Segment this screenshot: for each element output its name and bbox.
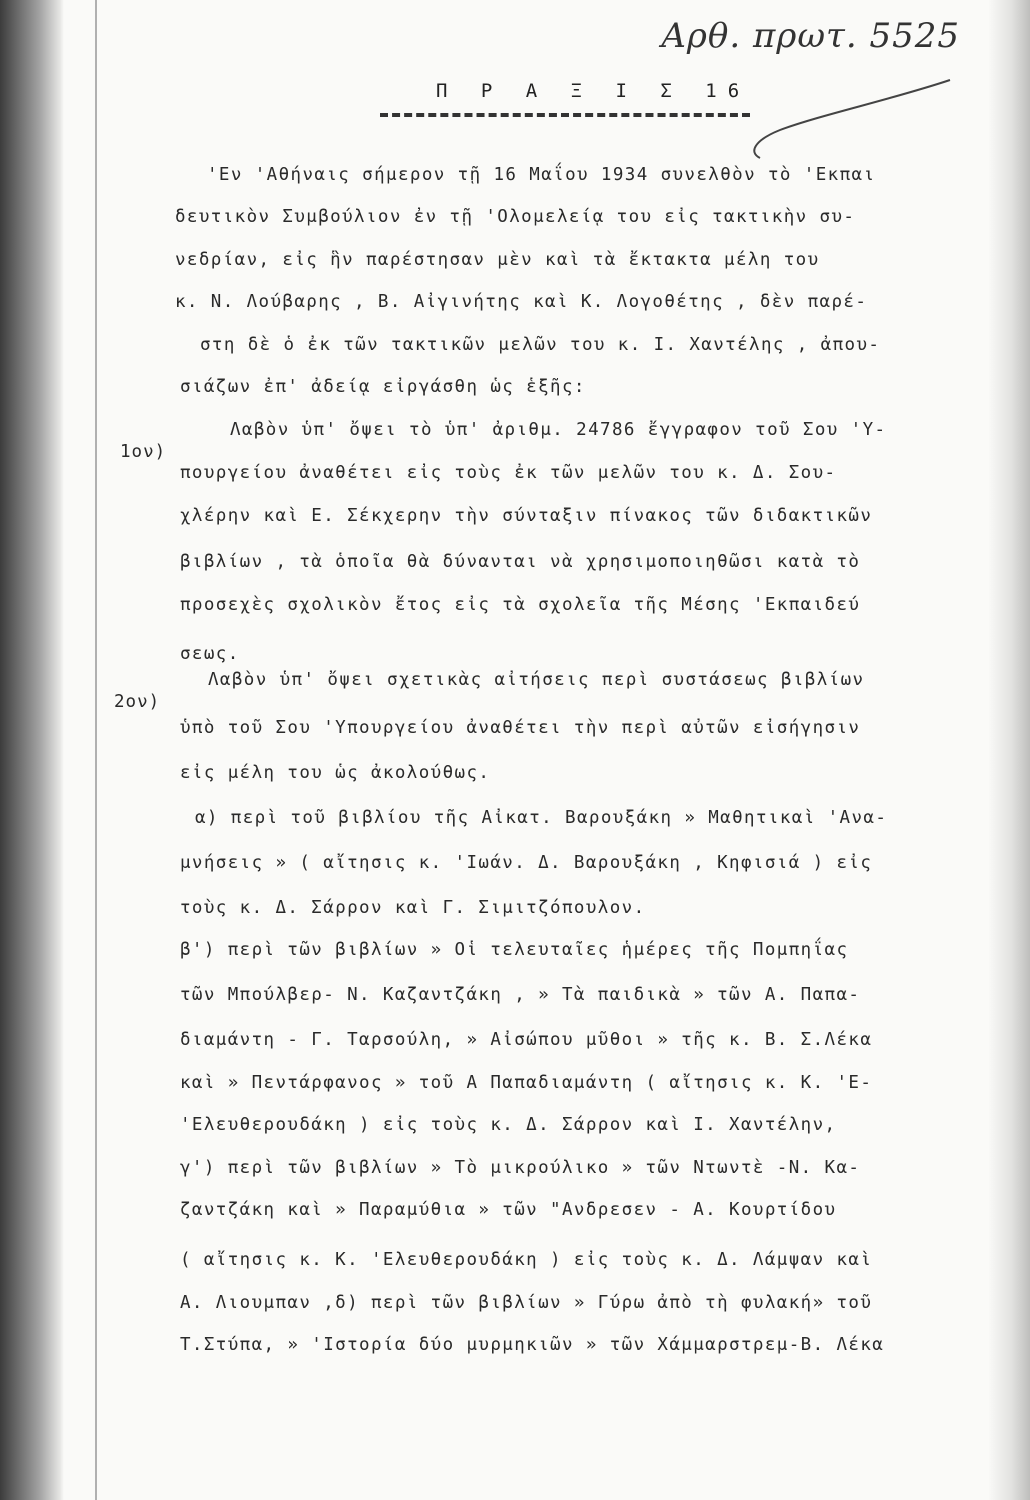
text-line: γ') περὶ τῶν βιβλίων » Τὸ μικρούλικο » τῶν Ντωντὲ -Ν. Κα-	[180, 1158, 861, 1178]
text-line: Λαβὸν ὑπ' ὄψει σχετικὰς αἰτήσεις περὶ συστάσεως βιβλίων	[208, 670, 865, 690]
item-number-2: 2ον)	[114, 692, 161, 712]
text-line: ζαντζάκη καὶ » Παραμύθια » τῶν "Ανδρεσεν - Α. Κουρτίδου	[180, 1200, 837, 1220]
text-line: ὑπὸ τοῦ Σου 'Υπουργείου ἀναθέτει τὴν περὶ αὐτῶν εἰσήγησιν	[180, 718, 861, 738]
scan-shadow-left	[0, 0, 64, 1500]
text-line: τῶν Μπούλβερ- Ν. Καζαντζάκη , » Τὰ παιδικὰ » τῶν Α. Παπα-	[180, 985, 861, 1005]
text-line: σεως.	[180, 644, 240, 664]
text-line: κ. Ν. Λούβαρης , Β. Αἰγινήτης καὶ Κ. Λογοθέτης , δὲν παρέ-	[175, 292, 868, 312]
scan-shadow-right	[988, 0, 1030, 1500]
text-line: δευτικὸν Συμβούλιον ἐν τῇ 'Ολομελείᾳ του εἰς τακτικὴν συ-	[175, 207, 856, 227]
text-line: Τ.Στύπα, » 'Ιστορία δύο μυρμηκιῶν » τῶν Χάμμαρστρεμ-Β. Λέκα	[180, 1335, 885, 1355]
item-number-1: 1ον)	[120, 442, 167, 462]
page-fold-line	[95, 0, 97, 1500]
text-line: 'Ελευθερουδάκη ) εἰς τοὺς κ. Δ. Σάρρον καὶ Ι. Χαντέλην,	[180, 1115, 837, 1135]
text-line: ( αἴτησις κ. Κ. 'Ελευθερουδάκη ) εἰς τοὺς κ. Δ. Λάμψαν καὶ	[180, 1250, 873, 1270]
text-line: χλέρην καὶ Ε. Σέκχερην τὴν σύνταξιν πίνακος τῶν διδακτικῶν	[180, 506, 873, 526]
document-title: Π Ρ Α Ξ Ι Σ 16	[436, 80, 751, 102]
text-line: 'Εν 'Αθήναις σήμερον τῇ 16 Μαΐου 1934 συνελθὸν τὸ 'Εκπαι	[207, 165, 876, 185]
text-line: πουργείου ἀναθέτει εἰς τοὺς ἐκ τῶν μελῶν του κ. Δ. Σου-	[180, 463, 837, 483]
text-line: μνήσεις » ( αἴτησις κ. 'Ιωάν. Δ. Βαρουξάκη , Κηφισιά ) εἰς	[180, 853, 873, 873]
text-line: Λαβὸν ὑπ' ὄψει τὸ ὑπ' ἀριθμ. 24786 ἔγγραφον τοῦ Σου 'Υ-	[230, 420, 887, 440]
text-line: βιβλίων , τὰ ὁποῖα θὰ δύνανται νὰ χρησιμοποιηθῶσι κατὰ τὸ	[180, 552, 861, 572]
text-line: νεδρίαν, εἰς ἣν παρέστησαν μὲν καὶ τὰ ἔκτακτα μέλη του	[175, 250, 820, 270]
text-line: β') περὶ τῶν βιβλίων » Οἱ τελευταῖες ἡμέρες τῆς Πομπηΐας	[180, 940, 849, 960]
text-line: προσεχὲς σχολικὸν ἔτος εἰς τὰ σχολεῖα τῆς Μέσης 'Εκπαιδεύ	[180, 595, 861, 615]
text-line: Α. Λιουμπαν ,δ) περὶ τῶν βιβλίων » Γύρω ἀπὸ τὴ φυλακή» τοῦ	[180, 1293, 873, 1313]
text-line: εἰς μέλη του ὡς ἀκολούθως.	[180, 763, 491, 783]
text-line: α) περὶ τοῦ βιβλίου τῆς Αἰκατ. Βαρουξάκη » Μαθητικαὶ 'Ανα-	[195, 808, 888, 828]
text-line: διαμάντη - Γ. Ταρσούλη, » Αἰσώπου μῦθοι » τῆς κ. Β. Σ.Λέκα	[180, 1030, 873, 1050]
text-line: σιάζων ἐπ' ἀδείᾳ εἰργάσθη ὡς ἑξῆς:	[180, 377, 586, 397]
handwritten-curve	[700, 60, 960, 160]
text-line: στη δὲ ὁ ἐκ τῶν τακτικῶν μελῶν του κ. Ι. Χαντέλης , ἀπου-	[200, 335, 881, 355]
text-line: τοὺς κ. Δ. Σάρρον καὶ Γ. Σιμιτζόπουλον.	[180, 898, 646, 918]
archive-reference-handwritten: Αρθ. πρωτ. 5525	[661, 16, 960, 56]
title-underline	[380, 113, 750, 117]
text-line: καὶ » Πεντάρφανος » τοῦ Α Παπαδιαμάντη ( αἴτησις κ. Κ. 'Ε-	[180, 1073, 873, 1093]
